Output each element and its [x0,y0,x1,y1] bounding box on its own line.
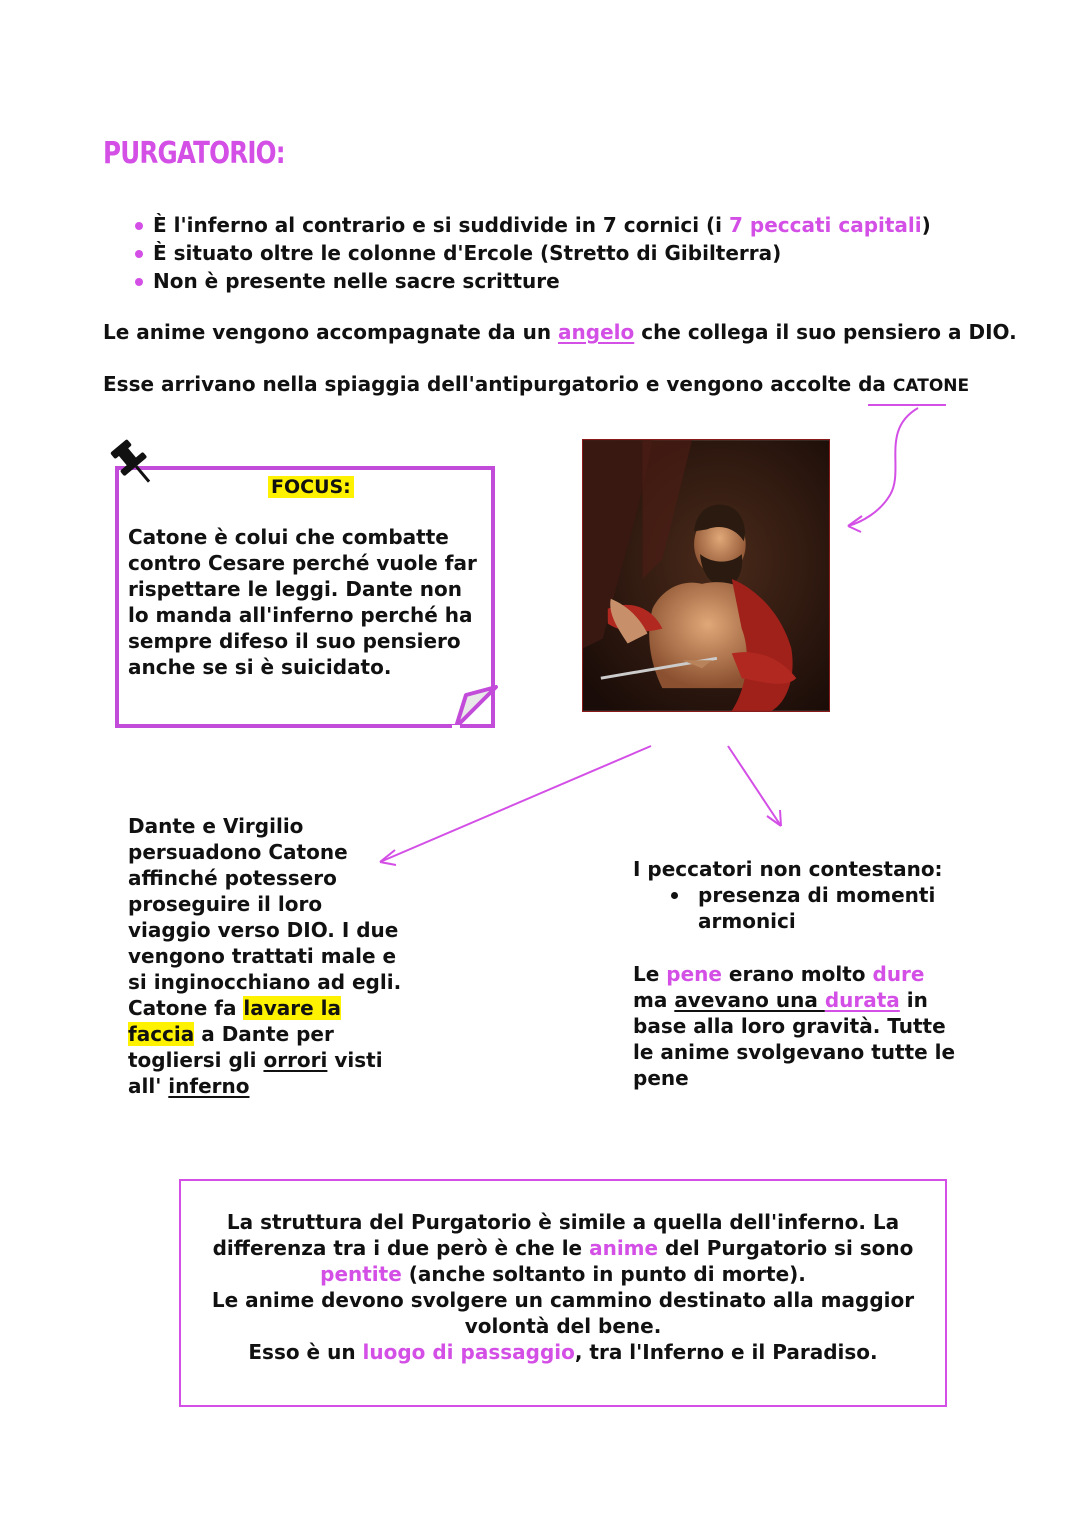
angelo-term: angelo [558,320,635,344]
catone-painting [582,439,830,712]
highlight-term: pene [666,962,722,986]
catone-sentence: Esse arrivano nella spiaggia dell'antipurgatorio e vengono accolte da CATONE [103,372,970,396]
underlined-term: avevano una [674,988,825,1012]
focus-text: Catone è colui che combatte contro Cesare perché vuole far rispettare le leggi. Dante non lo manda all'inferno perché ha sempre difeso il suo pensiero anche se si è suicidato. [128,525,477,679]
highlight-term: pentite [320,1262,402,1286]
highlight-term: 7 peccati capitali [729,213,922,237]
angelo-sentence: Le anime vengono accompagnate da un angelo che collega il suo pensiero a DIO. [103,320,1017,344]
highlight-term: dure [872,962,925,986]
list-item: È l'inferno al contrario e si suddivide in 7 cornici (i 7 peccati capitali) [135,211,931,239]
pushpin-icon [108,436,160,490]
underlined-term: inferno [168,1074,250,1098]
right-note-pene: Le pene erano molto dure ma avevano una durata in base alla loro gravità. Tutte le anime svolgevano tutte le pene [633,962,956,1090]
right-note-intro: I peccatori non contestano: presenza di momenti armonici [633,856,958,934]
left-note: Dante e Virgilio persuadono Catone affinché potessero proseguire il loro viaggio verso DIO. I due vengono trattati male e si inginocchiano ad egli. Catone fa lavare la faccia a Dante per togliersi gli orrori visti all' inferno [128,814,402,1098]
highlight-term: durata [824,988,900,1012]
highlight-term: anime [589,1236,659,1260]
summary-text: La struttura del Purgatorio è simile a quella dell'inferno. La differenza tra i due però è che le anime del Purgatorio si sono pentite (anche soltanto in punto di morte). Le anime devono svolgere un cammino destinato alla maggior volontà del bene. Esso è un luogo di passaggio, tra l'Inferno e il Paradiso. [211,1210,915,1364]
page-title: PURGATORIO: [103,136,285,171]
list-item: Non è presente nelle sacre scritture [135,267,931,295]
underlined-term: orrori [263,1048,328,1072]
highlight-term: lavare la faccia [128,996,342,1046]
list-item: È situato oltre le colonne d'Ercole (Stretto di Gibilterra) [135,239,931,267]
folded-corner-icon [452,685,500,731]
list-item: presenza di momenti armonici [633,882,958,934]
catone-name: CATONE [892,376,970,396]
focus-label: FOCUS: [268,476,354,498]
highlight-term: luogo di passaggio [362,1340,575,1364]
